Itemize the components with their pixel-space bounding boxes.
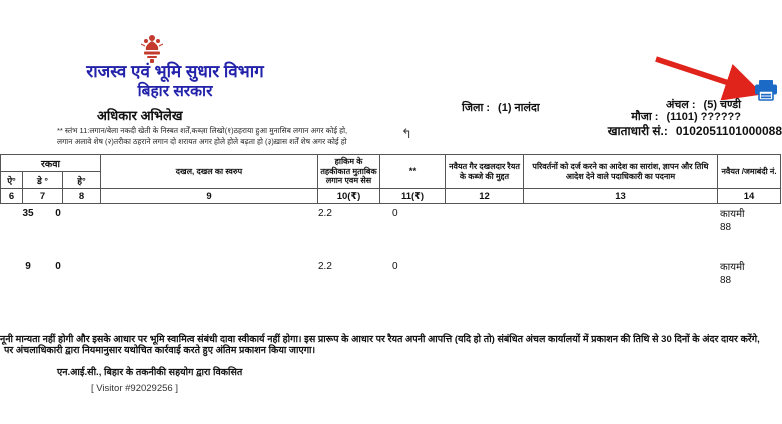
mauja-label: मौजा : bbox=[631, 111, 659, 123]
col-number-11: 11(₹) bbox=[380, 189, 446, 204]
column11-footnote bbox=[57, 125, 347, 147]
document-title: अधिकार अभिलेख bbox=[97, 108, 183, 123]
department-title: राजस्व एवं भूमि सुधार विभाग bbox=[86, 62, 264, 81]
footnote-line-2: लगान अलावे शेष (२)तरीका ठहराने लगान दो शरायत अगर होले होले बढ़ता हो (३)ख़ास शर्तें शेष अगर कोई हो bbox=[57, 137, 347, 146]
cell-decimal: 9 bbox=[25, 261, 31, 272]
col-number-6: 6 bbox=[1, 189, 23, 204]
col-number-8: 8 bbox=[63, 189, 101, 204]
ror-table bbox=[0, 154, 781, 204]
sub-header-acre: ऐ° bbox=[1, 172, 23, 189]
khatadhari-label: खाताधारी सं.: bbox=[607, 124, 668, 138]
col-header-stars: ** bbox=[380, 155, 446, 189]
col-number-9: 9 bbox=[101, 189, 318, 204]
col-number-7: 7 bbox=[23, 189, 63, 204]
footnote-line-1: ** स्तंभ 11:लगान/बेला नकदी खेती के निस्बत शर्तें,कब्ज़ा लिखो(१)ठहराया हुआ मुनासिब लगान अगर कोई हो, bbox=[57, 126, 348, 135]
col-number-10: 10(₹) bbox=[318, 189, 380, 204]
ror-table-body bbox=[0, 205, 780, 323]
printer-icon bbox=[753, 79, 779, 101]
government-title: बिहार सरकार bbox=[137, 83, 213, 100]
disclaimer-line-2: पर अंचलाधिकारी द्वारा नियमानुसार यथोचित कार्रवाई करते हुए अंतिम प्रकाशन किया जाएगा। bbox=[4, 345, 316, 356]
cell-hectare: 0 bbox=[55, 261, 61, 272]
red-arrow-annotation bbox=[648, 52, 768, 100]
col-header-navaiyat-jamabandi: नवैयत /जमाबंदी नं. bbox=[718, 155, 781, 189]
footnote-hook-mark: ↰ bbox=[401, 126, 412, 141]
khatadhari-value: 0102051101000088 bbox=[675, 124, 782, 138]
cell-lagaan: 2.2 bbox=[318, 208, 332, 219]
jamabandi-number: 88 bbox=[720, 222, 732, 233]
khatadhari-number-line bbox=[608, 122, 782, 139]
navaiyat-value: कायमी bbox=[720, 262, 745, 273]
disclaimer-line-1: नूनी मान्यता नहीं होगी और इसके आधार पर भूमि स्वामित्व संबंधी दावा स्वीकार्य नहीं होगा। इस प्रारूप के आधार पर रैयत अपनी आपत्ति (यदि हो तो) संबंधित अंचल कार्यालयों में प्रकाशन की तिथि से 30 दिनों के अंदर दायर करेंगे, bbox=[0, 334, 760, 345]
district-line bbox=[462, 100, 540, 115]
cell-col11: 0 bbox=[392, 261, 398, 272]
col-number-14: 14 bbox=[718, 189, 781, 204]
col-number-12: 12 bbox=[446, 189, 524, 204]
col-number-13: 13 bbox=[524, 189, 718, 204]
table-row bbox=[0, 208, 780, 248]
nic-credit-text: एन.आई.सी., बिहार के तकनीकी सहयोग द्वारा विकसित bbox=[57, 367, 243, 378]
cell-hectare: 0 bbox=[55, 208, 61, 219]
mauja-value: (1101) ?????? bbox=[666, 111, 741, 123]
anchal-label: अंचल : bbox=[665, 99, 696, 111]
col-header-hakim: हाकिम के तहकीकात मुताबिक लगान एवम सेस bbox=[318, 155, 380, 189]
cell-navaiyat-jamabandi bbox=[720, 208, 745, 234]
anchal-value: (5) चण्डी bbox=[703, 99, 741, 111]
district-label: जिला : bbox=[462, 102, 491, 114]
sub-header-hectare: हे° bbox=[63, 172, 101, 189]
cell-lagaan: 2.2 bbox=[318, 261, 332, 272]
district-value: (1) नालंदा bbox=[498, 102, 540, 114]
print-button[interactable] bbox=[753, 79, 779, 101]
table-row bbox=[0, 261, 780, 301]
col-header-parivartan: परिवर्तनों को दर्ज करने का आदेश का सारांश, ज्ञापन और तिथि आदेश देने वाले पदाधिकारी का पदनाम bbox=[524, 155, 718, 189]
sub-header-decimal: डे ° bbox=[23, 172, 63, 189]
col-header-navaiyat-gair: नवैयत गैर दखलदार रैयत के कब्जे की मुद्दत bbox=[446, 155, 524, 189]
visitor-counter: [ Visitor #92029256 ] bbox=[91, 383, 178, 394]
cell-navaiyat-jamabandi bbox=[720, 261, 745, 287]
cell-col11: 0 bbox=[392, 208, 398, 219]
cell-decimal: 35 bbox=[22, 208, 34, 219]
red-arrow-icon bbox=[648, 52, 768, 100]
col-group-rakwa: रकवा bbox=[1, 155, 101, 172]
jamabandi-number: 88 bbox=[720, 275, 732, 286]
navaiyat-value: कायमी bbox=[720, 209, 745, 220]
col-header-dakhal: दखल, दखल का स्वरुप bbox=[101, 155, 318, 189]
